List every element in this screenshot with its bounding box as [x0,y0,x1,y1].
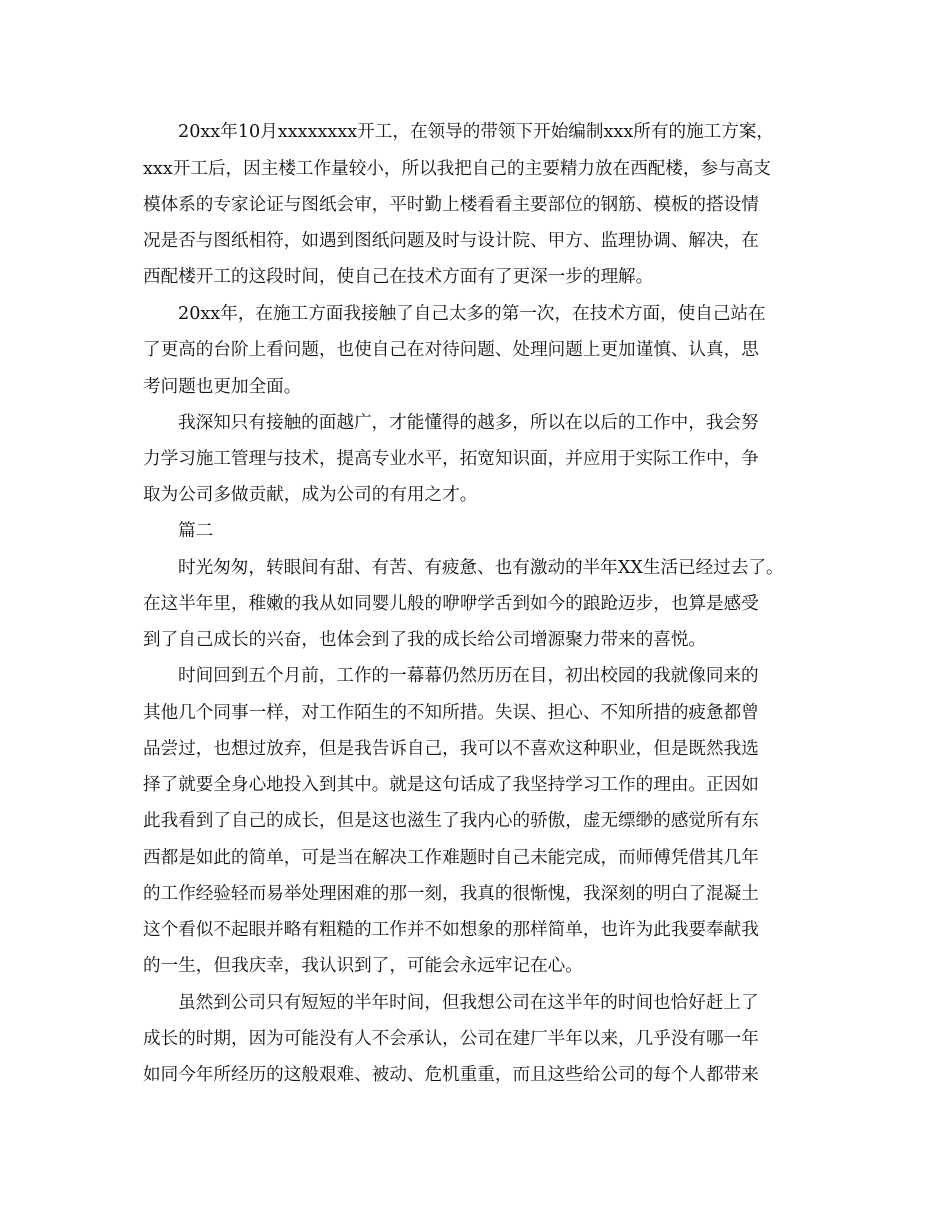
text-line: 了更高的台阶上看问题，也使自己在对待问题、处理问题上更加谨慎、认真，思 [143,340,759,360]
text-line: 20xx年，在施工方面我接触了自己太多的第一次，在技术方面，使自己站在 [178,304,766,324]
text-line: 虽然到公司只有短短的半年时间，但我想公司在这半年的时间也恰好赶上了 [178,993,759,1013]
text-line: 在这半年里，稚嫩的我从如同婴儿般的咿咿学舌到如今的踉跄迈步，也算是感受 [143,594,759,614]
text-line: 20xx年10月xxxxxxxx开工，在领导的带领下开始编制xxx所有的施工方案， [178,122,775,142]
text-line: 我深知只有接触的面越广，才能懂得的越多，所以在以后的工作中，我会努 [178,413,759,433]
text-line: 力学习施工管理与技术，提高专业水平，拓宽知识面，并应用于实际工作中，争 [143,449,759,469]
text-line: xxx开工后，因主楼工作量较小，所以我把自己的主要精力放在西配楼，参与高支 [143,159,771,179]
text-line: 的工作经验轻而易举处理困难的那一刻，我真的很惭愧，我深刻的明白了混凝土 [143,884,759,904]
text-line: 模体系的专家论证与图纸会审，平时勤上楼看看主要部位的钢筋、模板的搭设情 [143,195,759,215]
section-heading: 篇二 [178,521,214,541]
text-line: 西配楼开工的这段时间，使自己在技术方面有了更深一步的理解。 [143,267,654,287]
text-line: 到了自己成长的兴奋，也体会到了我的成长给公司增源聚力带来的喜悦。 [143,630,707,650]
text-line: 品尝过，也想过放弃，但是我告诉自己，我可以不喜欢这种职业，但是既然我选 [143,739,759,759]
text-line: 择了就要全身心地投入到其中。就是这句话成了我坚持学习工作的理由。正因如 [143,775,759,795]
text-line: 这个看似不起眼并略有粗糙的工作并不如想象的那样简单，也许为此我要奉献我 [143,920,759,940]
text-line: 况是否与图纸相符，如遇到图纸问题及时与设计院、甲方、监理协调、解决，在 [143,231,759,251]
text-line: 时间回到五个月前，工作的一幕幕仍然历历在目，初出校园的我就像同来的 [178,666,759,686]
text-line: 取为公司多做贡献，成为公司的有用之才。 [143,485,478,505]
text-line: 的一生，但我庆幸，我认识到了，可能会永远牢记在心。 [143,956,583,976]
text-line: 成长的时期，因为可能没有人不会承认，公司在建厂半年以来，几乎没有哪一年 [143,1029,759,1049]
text-line: 西都是如此的简单，可是当在解决工作难题时自己未能完成，而师傅凭借其几年 [143,848,759,868]
text-line: 此我看到了自己的成长，但是这也滋生了我内心的骄傲，虚无缥缈的感觉所有东 [143,811,759,831]
text-line: 时光匆匆，转眼间有甜、有苦、有疲惫、也有激动的半年XX生活已经过去了。 [178,558,784,578]
text-line: 考问题也更加全面。 [143,377,302,397]
text-line: 如同今年所经历的这般艰难、被动、危机重重，而且这些给公司的每个人都带来 [143,1065,759,1085]
text-line: 其他几个同事一样，对工作陌生的不知所措。失误、担心、不知所措的疲惫都曾 [143,703,759,723]
